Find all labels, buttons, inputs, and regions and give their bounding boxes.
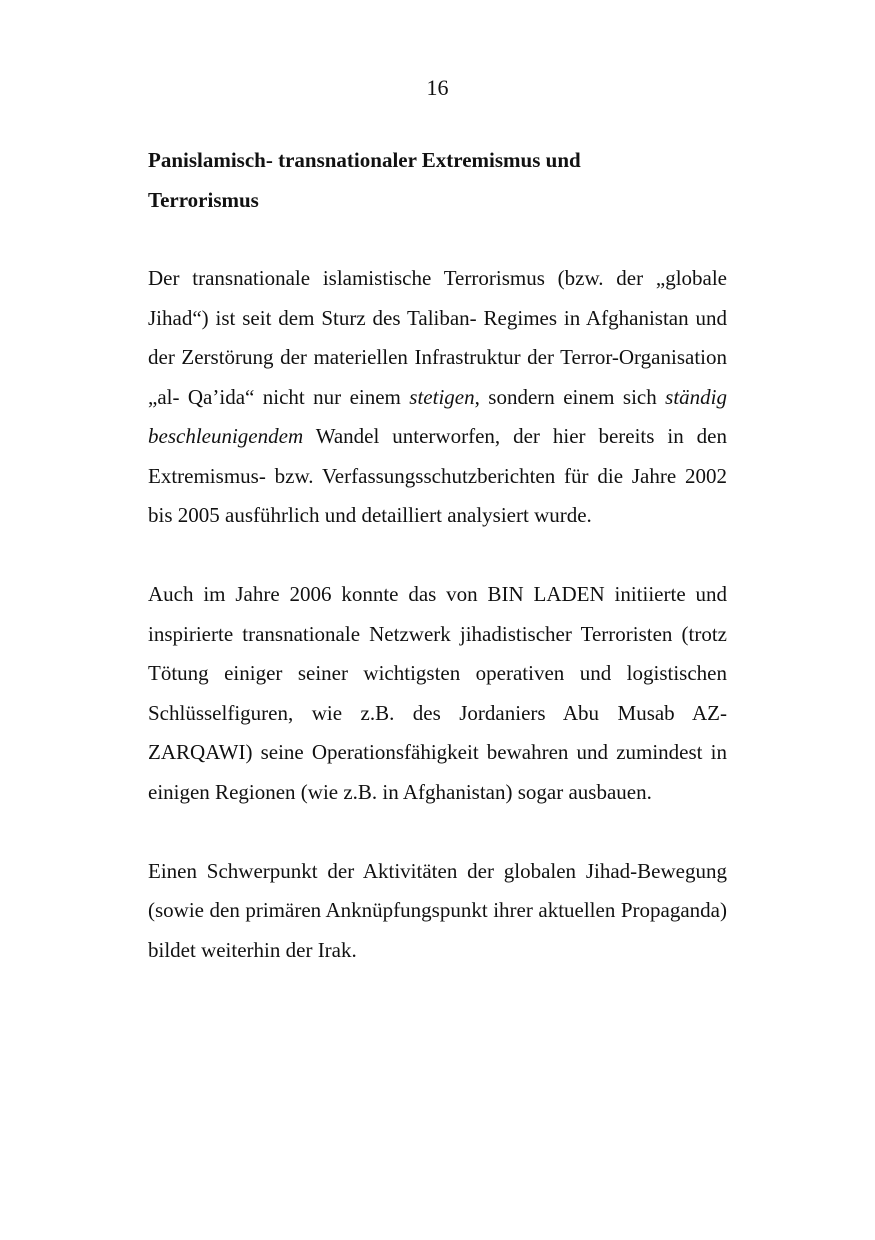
paragraph-3: Einen Schwerpunkt der Aktivitäten der globalen Jihad-Bewegung (sowie den primären Anknüpfungspunkt ihrer aktuellen Propaganda) bildet weiterhin der Irak. xyxy=(148,858,727,962)
section-heading xyxy=(148,140,727,220)
spacer xyxy=(148,812,727,852)
section-heading-line-1: Panislamisch- transnationaler Extremismus und xyxy=(148,148,581,172)
section-heading-line-2: Terrorismus xyxy=(148,188,259,212)
paragraph-1-italic-b: ständig beschleunigendem xyxy=(148,384,728,448)
paragraph-1-text-b: , sondern einem sich xyxy=(474,384,666,409)
spacer xyxy=(148,220,727,259)
spacer xyxy=(148,536,727,576)
paragraph-1-text-a: Der transnationale islamistische Terrorismus (bzw. der „globale Jihad“) ist seit dem Sturz des Taliban- Regimes in Afghanistan und der Zerstörung der materiellen Infrastruktur der Terror-Organisation „al- Qa’ida“ nicht nur einem xyxy=(148,266,727,409)
paragraph-2: Auch im Jahre 2006 konnte das von BIN LADEN initiierte und inspirierte transnationale Netzwerk jihadistischer Terroristen (trotz Tötung einiger seiner wichtigsten operativen und logistischen Schlüsselfiguren, wie z.B. des Jordaniers Abu Musab AZ-ZARQAWI) seine Operationsfähigkeit bewahren und zumindest in einigen Regionen (wie z.B. in Afghanistan) sogar ausbauen. xyxy=(148,582,727,804)
paragraph-1 xyxy=(148,259,727,536)
paragraph-1-text-c: Wandel unterworfen, der hier bereits in den Extremismus- bzw. Verfassungsschutzberichten für die Jahre 2002 bis 2005 ausführlich und detailliert analysiert wurde. xyxy=(148,424,727,527)
page-number: 16 xyxy=(426,75,449,100)
paragraph-1-italic-a: stetigen xyxy=(409,384,475,409)
page-content xyxy=(148,140,727,970)
